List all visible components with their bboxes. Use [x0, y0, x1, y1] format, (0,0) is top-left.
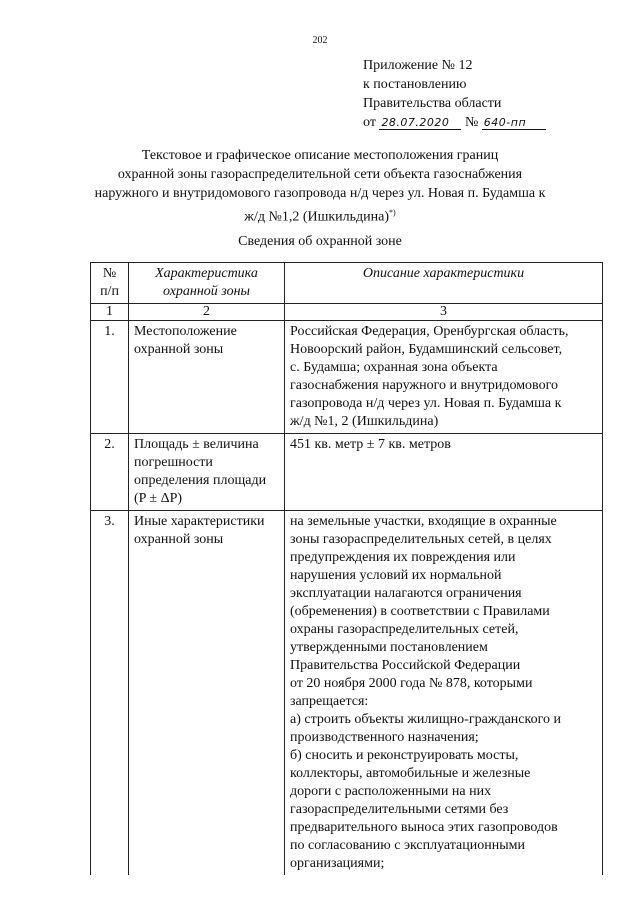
- appendix-block: [363, 56, 546, 132]
- title-line-2: охранной зоны газораспределительной сети объекта газоснабжения: [117, 167, 523, 182]
- title-line-4-text: ж/д №1,2 (Ишкильдина): [244, 209, 390, 225]
- handwritten-date: 28.07.2020: [379, 116, 461, 130]
- desc-line: запрещается:: [290, 694, 369, 709]
- row-description: [285, 511, 603, 876]
- desc-line: б) сносить и реконструировать мосты,: [290, 748, 519, 763]
- desc-line: с. Будамша; охранная зона объекта: [290, 360, 498, 375]
- index-cell-2: 2: [129, 304, 285, 321]
- desc-line: (обременения) в соответствии с Правилами: [290, 604, 550, 619]
- number-label: №: [464, 115, 479, 130]
- document-title: [70, 146, 570, 227]
- appendix-government: Правительства области: [363, 96, 502, 111]
- header-characteristic: Характеристика охранной зоны: [129, 263, 285, 304]
- desc-line: зоны газораспределительных сетей, в целях: [290, 532, 552, 547]
- header-num: № п/п: [91, 263, 129, 304]
- index-cell-1: 1: [91, 304, 129, 321]
- title-line-1: Текстовое и графическое описание местоположения границ: [141, 148, 499, 163]
- appendix-resolution: к постановлению: [363, 77, 467, 92]
- title-line-3: наружного и внутридомового газопровода н/д через ул. Новая п. Будамша к: [94, 186, 546, 201]
- row-num: 2.: [91, 434, 129, 511]
- desc-line: эксплуатации налагаются ограничения: [290, 586, 522, 601]
- desc-line: коллекторы, автомобильные и железные: [290, 766, 531, 781]
- page-number: 202: [312, 35, 328, 46]
- table-row: [91, 511, 603, 876]
- protection-zone-table: [90, 262, 603, 875]
- row-description: [285, 434, 603, 511]
- table-header-row: [91, 263, 603, 304]
- desc-line: по согласованию с эксплуатационными: [290, 838, 525, 853]
- desc-line: а) строить объекты жилищно-гражданского и: [290, 712, 561, 727]
- handwritten-number: 640-пп: [482, 116, 546, 130]
- row-characteristic: Площадь ± величина погрешности определения площади (P ± ΔP): [129, 434, 285, 511]
- desc-line: предварительного выноса этих газопроводов: [290, 820, 558, 835]
- desc-line: дороги с расположенными на них: [290, 784, 492, 799]
- desc-line: нарушения условий их нормальной: [290, 568, 502, 583]
- table-row: [91, 434, 603, 511]
- title-line-4: [70, 203, 570, 227]
- desc-line: 451 кв. метр ± 7 кв. метров: [290, 437, 451, 452]
- footnote-mark: *): [389, 208, 396, 217]
- row-characteristic: Иные характеристики охранной зоны: [129, 511, 285, 876]
- desc-line: газораспределительными сетями без: [290, 802, 509, 817]
- header-description: Описание характеристики: [285, 263, 603, 304]
- desc-line: производственного назначения;: [290, 730, 479, 745]
- row-description: [285, 321, 603, 434]
- row-num: 3.: [91, 511, 129, 876]
- table-row: [91, 321, 603, 434]
- table-index-row: [91, 304, 603, 321]
- row-num: 1.: [91, 321, 129, 434]
- index-cell-3: 3: [285, 304, 603, 321]
- desc-line: Российская Федерация, Оренбургская область,: [290, 324, 569, 339]
- section-title: Сведения об охранной зоне: [238, 234, 402, 249]
- desc-line: от 20 ноября 2000 года № 878, которыми: [290, 676, 533, 691]
- desc-line: газопровода н/д через ул. Новая п. Будамша к: [290, 396, 562, 411]
- appendix-title: Приложение № 12: [363, 58, 473, 73]
- desc-line: утвержденными постановлением: [290, 640, 488, 655]
- desc-line: охраны газораспределительных сетей,: [290, 622, 519, 637]
- desc-line: Правительства Российской Федерации: [290, 658, 521, 673]
- from-label: от: [363, 115, 376, 130]
- desc-line: ж/д №1, 2 (Ишкильдина): [290, 414, 439, 429]
- desc-line: Новоорский район, Будамшинский сельсовет,: [290, 342, 563, 357]
- desc-line: газоснабжения наружного и внутридомового: [290, 378, 558, 393]
- desc-line: организациями;: [290, 856, 385, 871]
- desc-line: на земельные участки, входящие в охранные: [290, 514, 557, 529]
- desc-line: предупреждения их повреждения или: [290, 550, 516, 565]
- row-characteristic: Местоположение охранной зоны: [129, 321, 285, 434]
- appendix-date-number: [363, 113, 546, 132]
